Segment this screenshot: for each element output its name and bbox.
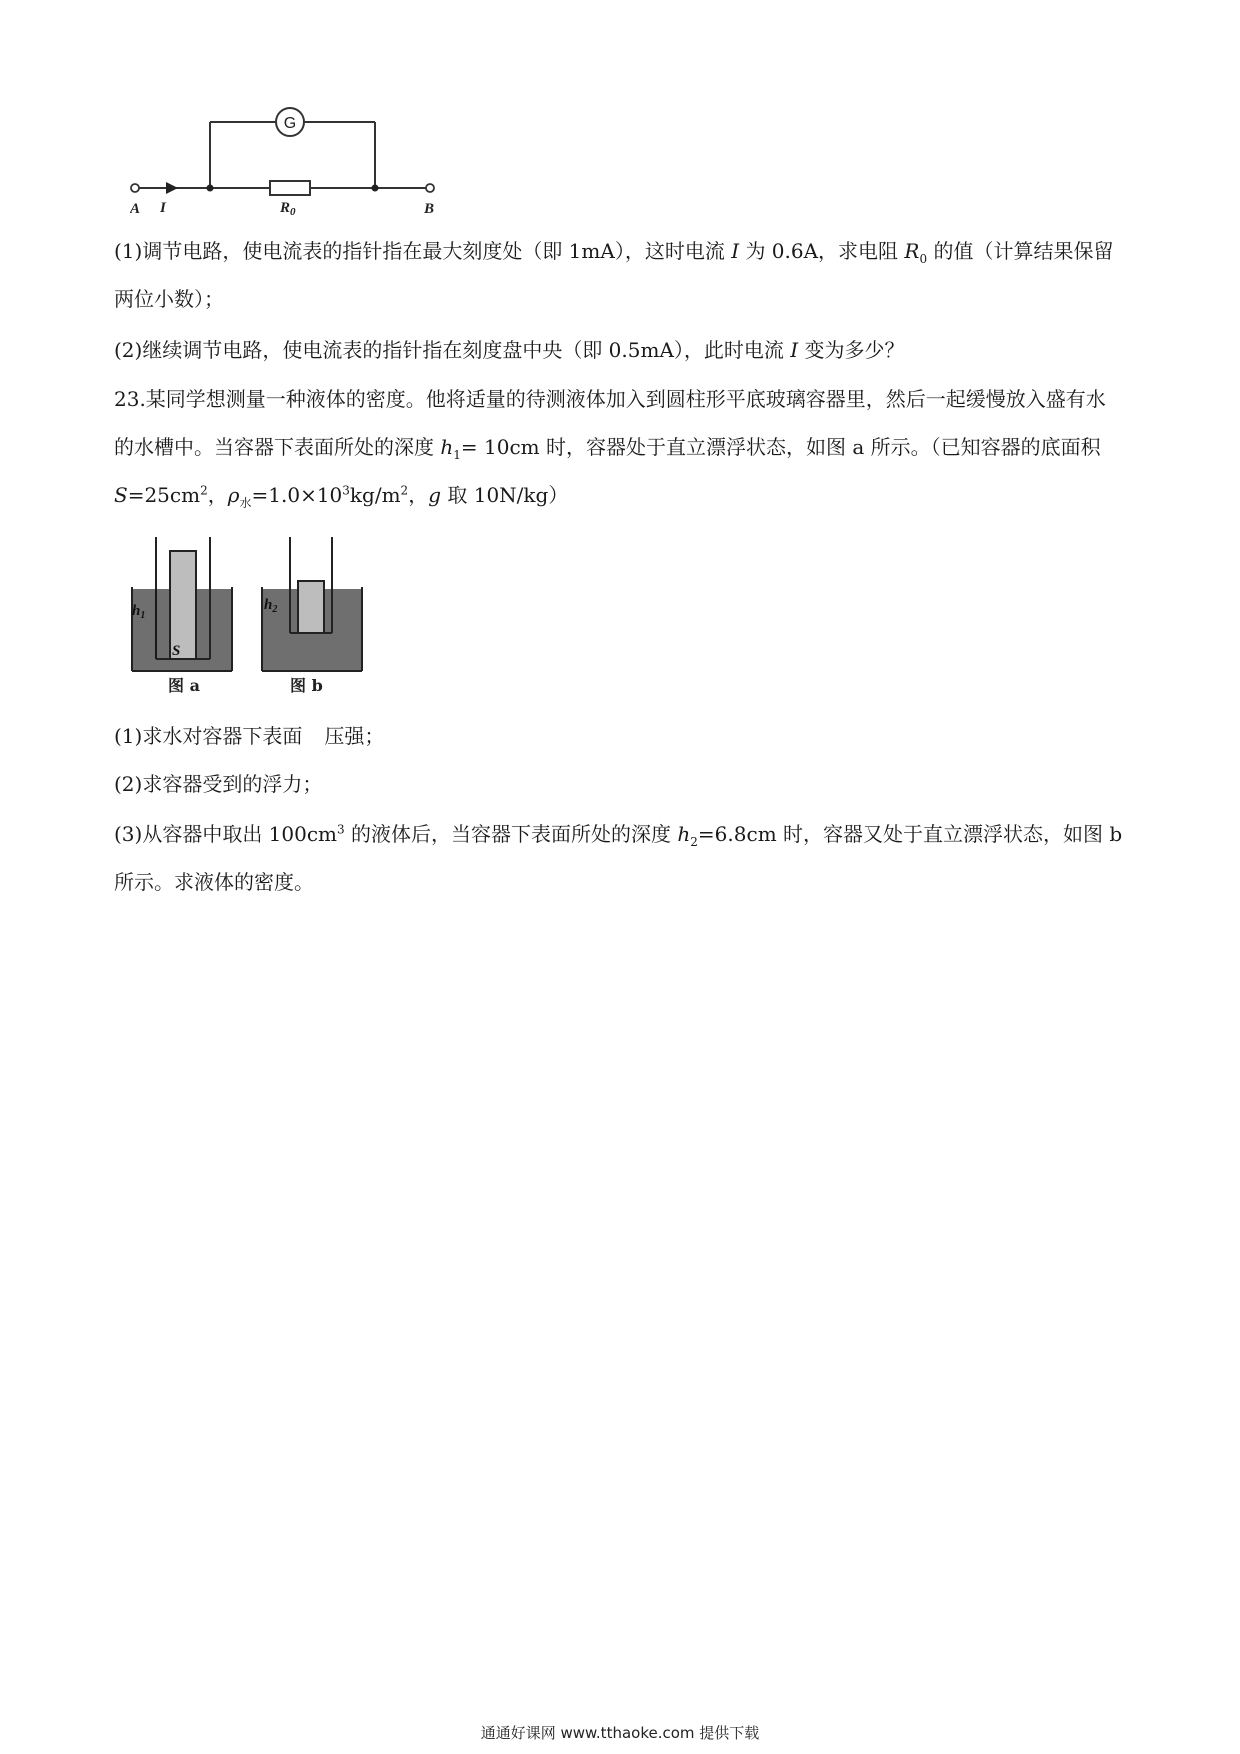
figure-b-h-label: $h_2$ bbox=[264, 597, 278, 615]
figure-b-container bbox=[298, 581, 324, 633]
figure-a-h-label: $h_1$ bbox=[132, 603, 146, 621]
circuit-diagram bbox=[130, 100, 450, 215]
current-label: I bbox=[160, 200, 166, 215]
junction-left bbox=[207, 185, 214, 192]
q22-part2: (2)继续调节电路，使电流表的指针指在刻度盘中央（即 0.5mA），此时电流 I 变为多少？ bbox=[114, 338, 905, 362]
footer-watermark: 通通好课网 www.tthaoke.com 提供下载 bbox=[480, 1724, 760, 1742]
node-a-label: A bbox=[130, 201, 141, 215]
q23-part1: (1)求水对容器下表面 压强； bbox=[114, 724, 385, 748]
resistor-label: $R_0$ bbox=[280, 200, 296, 215]
figure-a-caption: 图 a bbox=[168, 676, 200, 695]
figure-b-caption: 图 b bbox=[290, 676, 323, 695]
junction-right bbox=[372, 185, 379, 192]
figure-a-s-label: S bbox=[172, 643, 181, 659]
terminal-b bbox=[426, 184, 434, 192]
current-arrow bbox=[166, 182, 178, 194]
figure-b bbox=[258, 537, 370, 697]
figure-a bbox=[128, 537, 240, 697]
terminal-a bbox=[131, 184, 139, 192]
q22-part1: (1)调节电路，使电流表的指针指在最大刻度处（即 1mA），这时电流 I 为 0.6A，求电阻 $R_0$ 的值（计算结果保留两位小数）； bbox=[114, 239, 1114, 311]
node-b-label: B bbox=[424, 201, 435, 215]
galvanometer-label: G bbox=[283, 115, 297, 132]
q23-stem: 23.某同学想测量一种液体的密度。他将适量的待测液体加入到圆柱形平底玻璃容器里，然后一起缓慢放入盛有水的水槽中。当容器下表面所处的深度 $h_1= 10cm$ 时，容器处于直立漂浮状态，如图 a 所示。（已知容器的底面积 $S=25cm^2$，$\rho_水=1.0\times 10^3kg/m^2$，g 取 10N/kg） bbox=[114, 387, 1106, 510]
q23-part3: (3)从容器中取出 $100cm^3$ 的液体后，当容器下表面所处的深度 $h_2=6.8cm$ 时，容器又处于直立漂浮状态，如图 b 所示。求液体的密度。 bbox=[114, 822, 1123, 894]
q23-part2: (2)求容器受到的浮力； bbox=[114, 772, 323, 796]
